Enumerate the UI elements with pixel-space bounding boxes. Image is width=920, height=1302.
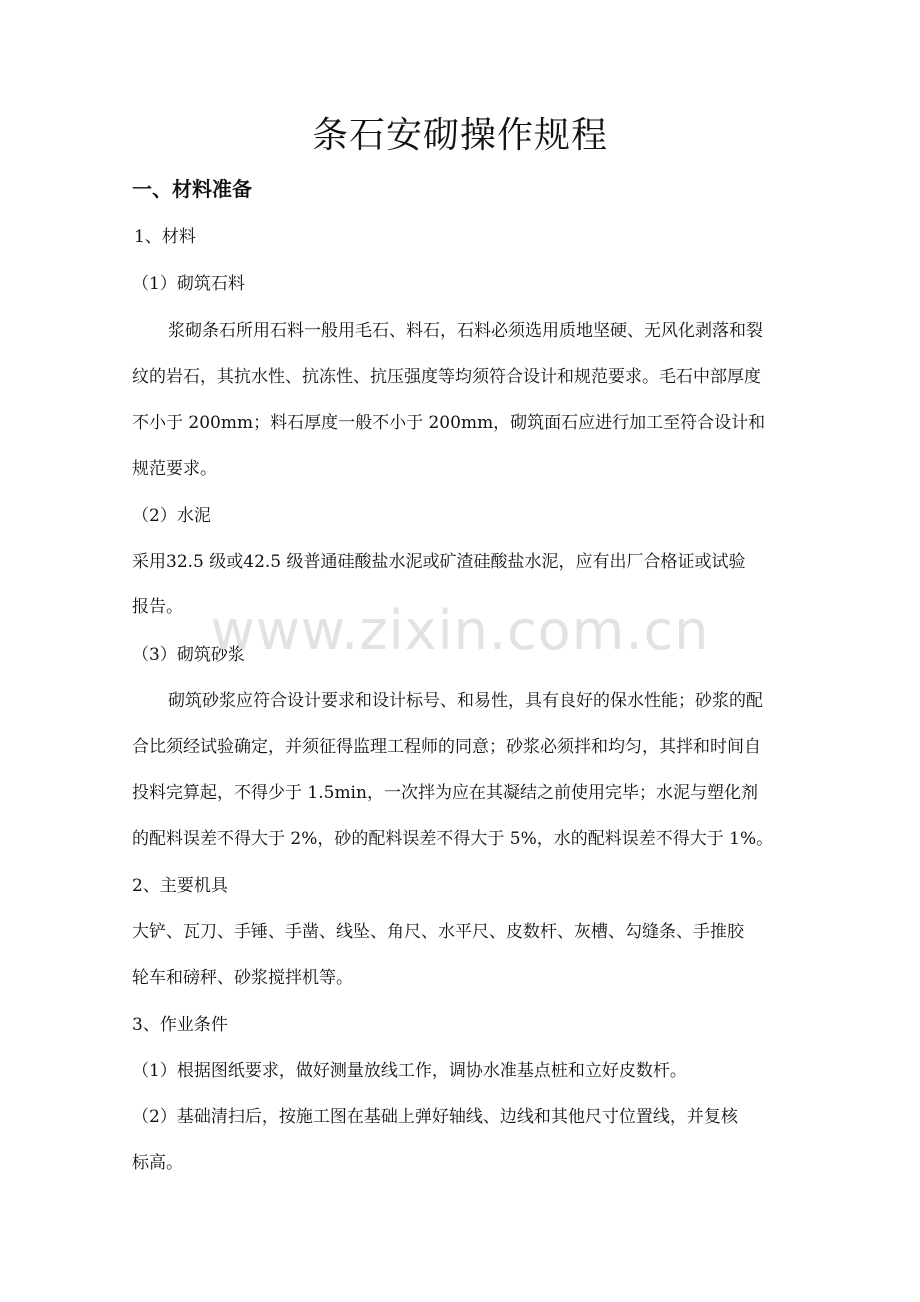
stone-paragraph-line: 不小于 200mm；料石厚度一般不小于 200mm，砌筑面石应进行加工至符合设计和 xyxy=(132,413,766,433)
subitem-stone: （1）砌筑石料 xyxy=(132,274,245,294)
watermark: www.zixin.com.cn xyxy=(210,599,710,662)
section-heading-materials: 一、材料准备 xyxy=(132,177,252,201)
item-materials: 1、材料 xyxy=(134,227,196,247)
tools-paragraph-line: 大铲、瓦刀、手锤、手凿、线坠、角尺、水平尺、皮数杆、灰槽、勾缝条、手推胶 xyxy=(132,922,744,942)
condition-1: （1）根据图纸要求，做好测量放线工作，调协水准基点桩和立好皮数杆。 xyxy=(132,1061,687,1081)
mortar-paragraph-line: 砌筑砂浆应符合设计要求和设计标号、和易性，具有良好的保水性能；砂浆的配 xyxy=(168,691,763,711)
cement-paragraph-line: 报告。 xyxy=(132,597,183,617)
tools-paragraph-line: 轮车和磅秤、砂浆搅拌机等。 xyxy=(132,968,353,988)
mortar-paragraph-line: 的配料误差不得大于 2%，砂的配料误差不得大于 5%，水的配料误差不得大于 1%。 xyxy=(132,829,774,849)
document-title: 条石安砌操作规程 xyxy=(311,115,608,156)
stone-paragraph-line: 规范要求。 xyxy=(132,459,217,479)
mortar-paragraph-line: 合比须经试验确定，并须征得监理工程师的同意；砂浆必须拌和均匀，其拌和时间自 xyxy=(132,737,761,757)
item-tools: 2、主要机具 xyxy=(132,876,228,896)
subitem-mortar: （3）砌筑砂浆 xyxy=(132,645,245,665)
stone-paragraph-line: 浆砌条石所用石料一般用毛石、料石，石料必须选用质地坚硬、无风化剥落和裂 xyxy=(168,321,763,341)
condition-2-line: 标高。 xyxy=(132,1153,183,1173)
cement-paragraph-line: 采用32.5 级或42.5 级普通硅酸盐水泥或矿渣硅酸盐水泥，应有出厂合格证或试验 xyxy=(132,552,746,572)
mortar-paragraph-line: 投料完算起，不得少于 1.5min，一次拌为应在其凝结之前使用完毕；水泥与塑化剂 xyxy=(132,783,758,803)
stone-paragraph-line: 纹的岩石，其抗水性、抗冻性、抗压强度等均须符合设计和规范要求。毛石中部厚度 xyxy=(132,367,761,387)
subitem-cement: （2）水泥 xyxy=(132,506,211,526)
item-conditions: 3、作业条件 xyxy=(132,1015,228,1035)
condition-2-line: （2）基础清扫后，按施工图在基础上弹好轴线、边线和其他尺寸位置线，并复核 xyxy=(132,1107,738,1127)
